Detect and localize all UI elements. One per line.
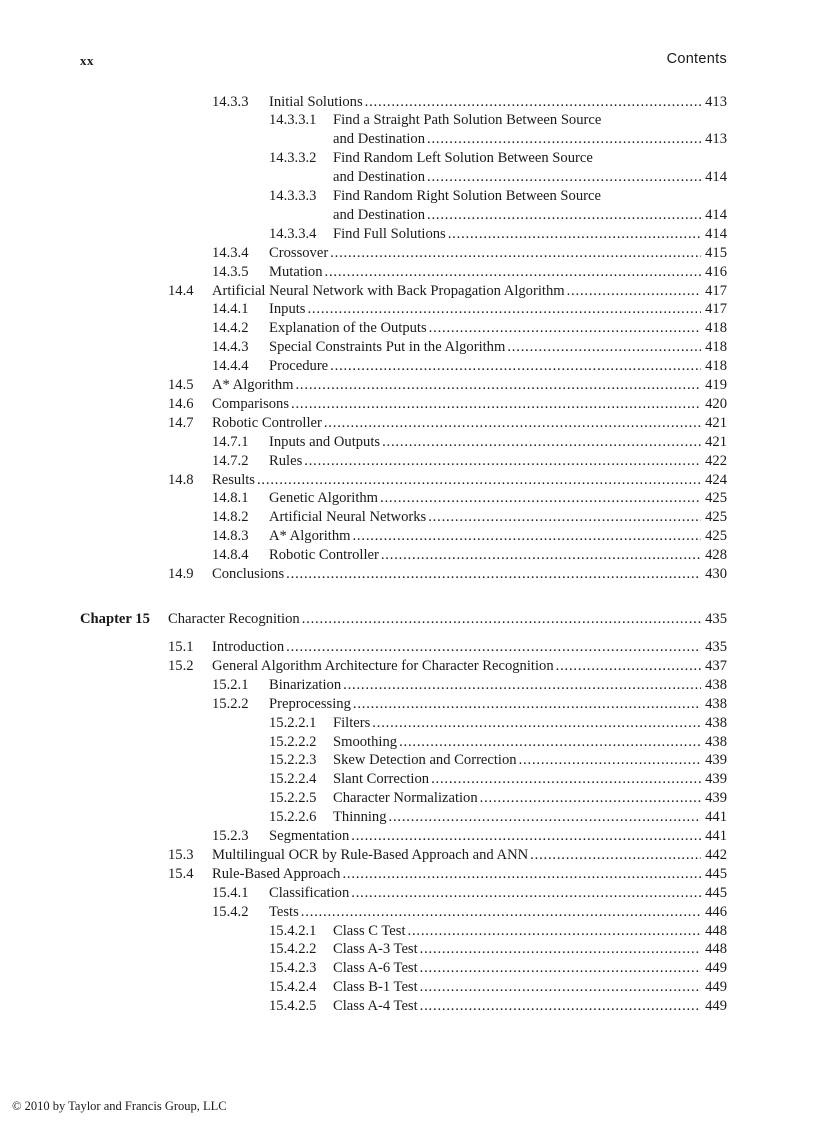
section-number: 15.2.2.6 [269,809,317,826]
chapter-label: Chapter 15 [80,610,150,627]
section-number: 14.4 [168,282,194,299]
toc-entry[interactable] [168,846,727,865]
section-number: 14.4.3 [212,339,249,356]
toc-entry[interactable] [333,130,727,149]
dot-leader [530,846,701,865]
page-ref: 418 [705,339,727,356]
dot-leader [427,206,701,225]
toc-entry[interactable] [269,187,727,206]
dot-leader [429,319,701,338]
page-ref: 420 [705,395,727,412]
page-ref: 414 [705,206,727,223]
page-ref: 445 [705,865,727,882]
section-title: Conclusions [212,566,285,582]
section-title: Robotic Controller [269,547,379,564]
toc-entry[interactable] [269,733,727,752]
section-number: 14.7.2 [212,452,249,469]
dot-leader [480,789,701,808]
section-title: Segmentation [269,828,350,844]
section-number: 15.2.2.4 [269,771,317,788]
section-number: 15.2.3 [212,828,249,844]
toc-entry[interactable] [269,714,727,733]
section-title: Crossover [269,244,329,261]
page-ref: 430 [705,566,727,582]
page-ref: 418 [705,358,727,375]
dot-leader [372,714,701,733]
section-title: Comparisons [212,395,290,412]
page-ref: 449 [705,979,727,996]
section-title: Procedure [269,358,329,375]
toc-entry[interactable] [269,959,727,978]
dot-leader [507,338,701,357]
section-number: 14.5 [168,377,194,393]
section-title: and Destination [333,131,426,148]
section-title: Special Constraints Put in the Algorithm [269,339,506,356]
page-ref: 438 [705,676,727,693]
toc-entry[interactable] [168,865,727,884]
section-number: 15.2.1 [212,676,249,693]
toc-entry[interactable] [212,433,727,452]
toc-entry[interactable] [212,695,727,714]
toc-entry[interactable] [212,452,727,471]
dot-leader [431,770,701,789]
section-title: and Destination [333,206,426,223]
section-number: 15.4.2.2 [269,941,317,958]
section-number: 14.3.3.3 [269,188,317,204]
toc-entry[interactable] [168,657,727,676]
dot-leader [567,282,701,301]
dot-leader [330,357,701,376]
dot-leader [295,376,701,395]
section-number: 15.2.2.1 [269,714,317,731]
section-number: 15.4.2.3 [269,960,317,977]
section-number: 14.8.4 [212,547,249,564]
dot-leader [519,751,701,770]
toc-entry[interactable] [212,827,727,846]
toc-entry[interactable] [168,395,727,414]
toc-entry[interactable] [212,319,727,338]
dot-leader [381,546,701,565]
dot-leader [382,433,701,452]
toc-entry[interactable] [269,751,727,770]
toc-entry[interactable] [168,638,727,657]
toc-entry[interactable] [212,676,727,695]
section-number: 14.8.1 [212,490,249,507]
dot-leader [389,808,701,827]
dot-leader [343,676,701,695]
section-title: General Algorithm Architecture for Character Recognition [212,657,554,674]
toc-entry[interactable] [168,414,727,433]
dot-leader [427,130,701,149]
section-title: Skew Detection and Correction [333,752,517,769]
section-title: Genetic Algorithm [269,490,379,507]
page-ref: 417 [705,282,727,299]
page-ref: 439 [705,771,727,788]
toc-entry[interactable] [168,376,727,395]
dot-leader [304,452,701,471]
section-number: 15.2 [168,657,194,674]
section-title: Class C Test [333,922,406,939]
toc-entry[interactable] [269,111,727,130]
section-title: Class A-6 Test [333,960,418,977]
dot-leader [301,903,701,922]
toc-entry[interactable] [269,978,727,997]
page-ref: 448 [705,922,727,939]
section-title: Find a Straight Path Solution Between Source [333,112,602,129]
section-title: Mutation [269,263,323,280]
toc-entry[interactable] [333,168,727,187]
dot-leader [427,168,701,187]
page-ref: 435 [705,610,727,627]
dot-leader [420,978,701,997]
section-title: Initial Solutions [269,93,363,110]
section-title: Find Random Right Solution Between Source [333,188,601,204]
section-number: 14.9 [168,566,194,582]
page-ref: 415 [705,244,727,261]
toc-entry[interactable] [168,282,727,301]
section-title: Artificial Neural Networks [269,509,427,526]
section-number: 14.6 [168,395,194,412]
dot-leader [420,959,701,978]
dot-leader [365,93,701,112]
section-title: Tests [269,903,299,920]
page-ref: 438 [705,714,727,731]
copyright-footer: © 2010 by Taylor and Francis Group, LLC [12,1099,227,1113]
dot-leader [324,414,701,433]
page-ref: 413 [705,131,727,148]
page-ref: 439 [705,790,727,807]
dot-leader [399,733,701,752]
section-number: 14.8.2 [212,509,249,526]
section-title: A* Algorithm [212,377,294,393]
dot-leader [556,657,701,676]
section-title: Character Recognition [168,610,300,627]
dot-leader [420,997,701,1016]
page-ref: 425 [705,528,727,545]
page-ref: 424 [705,471,727,488]
section-number: 15.2.2.5 [269,790,317,807]
page-ref: 421 [705,414,727,431]
page-ref: 422 [705,452,727,469]
section-number: 15.4.2.5 [269,998,317,1015]
section-title: Results [212,471,255,488]
toc-entry[interactable] [333,206,727,225]
dot-leader [286,638,701,657]
page-ref: 418 [705,320,727,337]
toc-entry[interactable] [212,263,727,282]
dot-leader [307,300,701,319]
section-title: Explanation of the Outputs [269,320,427,337]
dot-leader [420,940,701,959]
dot-leader [428,508,701,527]
section-title: Smoothing [333,733,398,750]
section-number: 14.8.3 [212,528,249,545]
toc-entry[interactable] [80,610,727,629]
section-title: Classification [269,884,350,901]
section-title: Class A-3 Test [333,941,418,958]
section-title: Filters [333,714,371,731]
page-ref: 419 [705,377,727,393]
page-ref: 416 [705,263,727,280]
page-ref: 449 [705,960,727,977]
dot-leader [342,865,701,884]
toc-entry[interactable] [212,300,727,319]
section-title: Binarization [269,676,342,693]
dot-leader [352,527,701,546]
page-ref: 445 [705,884,727,901]
section-title: Find Full Solutions [333,225,446,242]
section-title: Multilingual OCR by Rule-Based Approach and ANN [212,846,529,863]
page-ref: 438 [705,733,727,750]
dot-leader [257,471,701,490]
section-title: Slant Correction [333,771,430,788]
toc-entry[interactable] [212,338,727,357]
section-number: 14.3.4 [212,244,249,261]
running-head: Contents [666,51,727,67]
dot-leader [351,884,701,903]
section-title: Inputs and Outputs [269,433,381,450]
section-number: 14.3.3.4 [269,225,317,242]
dot-leader [408,922,702,941]
page-ref: 438 [705,695,727,712]
section-number: 14.3.3.2 [269,150,317,167]
toc-entry[interactable] [212,93,727,112]
section-number: 14.4.1 [212,301,249,318]
page-ref: 442 [705,846,727,863]
page-ref: 421 [705,433,727,450]
page-ref: 425 [705,490,727,507]
toc-entry[interactable] [212,903,727,922]
page-number: xx [80,53,94,68]
section-title: Robotic Controller [212,414,322,431]
section-number: 15.2.2.2 [269,733,317,750]
section-number: 14.3.3.1 [269,112,317,129]
section-title: Thinning [333,809,387,826]
toc-entry[interactable] [212,527,727,546]
section-title: and Destination [333,169,426,186]
section-title: Rules [269,452,303,469]
page-ref: 417 [705,301,727,318]
toc-entry[interactable] [269,997,727,1016]
toc-entry[interactable] [269,940,727,959]
section-title: Character Normalization [333,790,478,807]
section-number: 14.7 [168,414,194,431]
toc-entry[interactable] [212,357,727,376]
section-number: 15.4.2.4 [269,979,317,996]
page-ref: 448 [705,941,727,958]
section-number: 15.3 [168,846,194,863]
section-number: 15.4.2.1 [269,922,317,939]
page-ref: 441 [705,828,727,844]
section-title: A* Algorithm [269,528,351,545]
toc-entry[interactable] [212,546,727,565]
section-number: 14.8 [168,471,194,488]
page-ref: 414 [705,225,727,242]
toc-entry[interactable] [269,808,727,827]
page-ref: 446 [705,903,727,920]
toc-entry[interactable] [269,789,727,808]
page-ref: 441 [705,809,727,826]
section-number: 15.4.2 [212,903,249,920]
page-ref: 449 [705,998,727,1015]
section-number: 15.4.1 [212,884,249,901]
section-title: Introduction [212,639,285,655]
page-ref: 414 [705,169,727,186]
toc-entry[interactable] [269,922,727,941]
section-number: 14.4.2 [212,320,249,337]
page-ref: 439 [705,752,727,769]
toc-entry[interactable] [212,884,727,903]
section-number: 14.3.5 [212,263,249,280]
toc-entry[interactable] [168,471,727,490]
toc-entry[interactable] [212,508,727,527]
page-ref: 413 [705,93,727,110]
section-number: 15.2.2.3 [269,752,317,769]
toc-entry[interactable] [212,244,727,263]
section-title: Inputs [269,301,306,318]
toc-entry[interactable] [269,225,727,244]
page-ref: 425 [705,509,727,526]
dot-leader [325,263,701,282]
section-title: Class A-4 Test [333,998,418,1015]
toc-entry[interactable] [269,770,727,789]
page-ref: 435 [705,639,727,655]
section-title: Class B-1 Test [333,979,418,996]
section-number: 14.3.3 [212,93,249,110]
toc-entry[interactable] [168,565,727,584]
section-title: Artificial Neural Network with Back Propagation Algorithm [212,282,565,299]
page-ref: 428 [705,547,727,564]
section-title: Rule-Based Approach [212,865,341,882]
section-number: 14.4.4 [212,358,249,375]
toc-entry[interactable] [269,149,727,168]
dot-leader [380,489,701,508]
dot-leader [286,565,701,584]
section-number: 15.1 [168,639,194,655]
section-number: 15.4 [168,865,194,882]
dot-leader [448,225,701,244]
dot-leader [291,395,701,414]
toc-entry[interactable] [212,489,727,508]
section-number: 14.7.1 [212,433,249,450]
dot-leader [351,827,701,846]
page-ref: 437 [705,657,727,674]
section-number: 15.2.2 [212,695,249,712]
section-title: Preprocessing [269,695,351,712]
dot-leader [353,695,701,714]
dot-leader [302,610,701,629]
section-title: Find Random Left Solution Between Source [333,150,593,167]
dot-leader [330,244,701,263]
